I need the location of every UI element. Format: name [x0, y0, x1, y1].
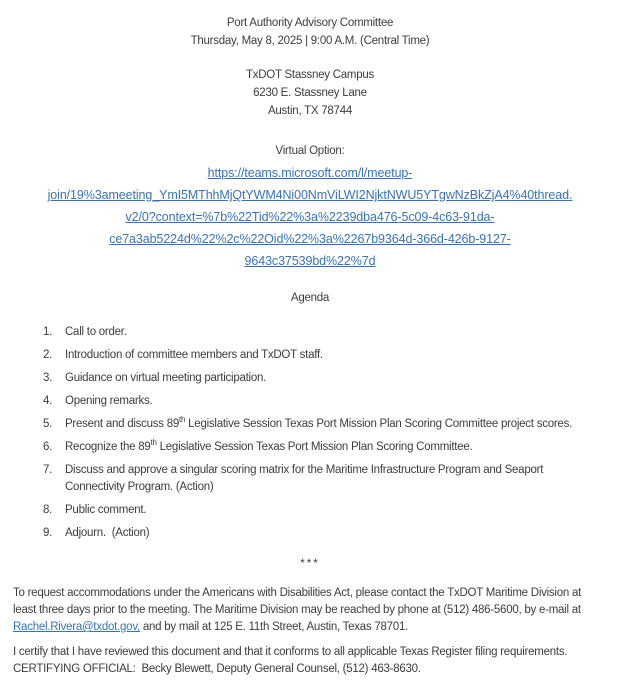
ada-notice-text-before: To request accommodations under the Americans with Disabilities Act, please contact the TxDOT Maritime Division at least three days prior to the meeting. The Maritime Division may be reached by phone at (512) 486-5600, by e-mail at	[13, 587, 585, 616]
agenda-item-number: 4.	[43, 395, 53, 407]
agenda-item	[43, 416, 601, 433]
agenda-item-text: Call to order.	[65, 326, 127, 338]
teams-link-line-2[interactable]: join/19%3ameeting_YmI5MThhMjQtYWM4Ni00NmViLWI2NjktNWU5YTgwNzBkZjA4%40thread.	[47, 188, 573, 202]
meeting-datetime: Thursday, May 8, 2025 | 9:00 A.M. (Central Time)	[190, 35, 430, 47]
agenda-item	[43, 439, 601, 456]
agenda-item-text: Present and discuss 89th Legislative Session Texas Port Mission Plan Scoring Committee project scores.	[65, 415, 573, 430]
venue-street: 6230 E. Stassney Lane	[253, 87, 367, 99]
agenda-item-text: Discuss and approve a singular scoring matrix for the Maritime Infrastructure Program and Seaport Connectivity Program. (Action)	[65, 464, 547, 493]
agenda-item-text: Recognize the 89th Legislative Session Texas Port Mission Plan Scoring Committee.	[65, 438, 473, 453]
teams-link-line-4[interactable]: ce7a3ab5224d%22%2c%22Oid%22%3a%2267b9364d-366d-426b-9127-	[109, 232, 511, 246]
agenda-item	[43, 324, 601, 341]
virtual-option-block	[13, 142, 607, 272]
separator-asterisks: ***	[300, 558, 320, 570]
agenda-item-number: 7.	[43, 464, 53, 476]
agenda-item-text: Guidance on virtual meeting participation.	[65, 372, 267, 384]
venue-city-state-zip: Austin, TX 78744	[267, 105, 352, 117]
teams-link-line-3[interactable]: v2/0?context=%7b%22Tid%22%3a%2239dba476-5c09-4c63-91da-	[125, 210, 495, 224]
venue-block	[13, 66, 607, 120]
agenda-item-number: 2.	[43, 349, 53, 361]
agenda-item-number: 6.	[43, 441, 53, 453]
agenda-item	[43, 370, 601, 387]
agenda-list	[13, 324, 607, 542]
agenda-item	[43, 393, 601, 410]
agenda-item	[43, 502, 601, 519]
agenda-item-number: 3.	[43, 372, 53, 384]
agenda-item-number: 9.	[43, 527, 53, 539]
agenda-item-text: Adjourn. (Action)	[65, 527, 150, 539]
teams-link-line-5[interactable]: 9643c37539bd%22%7d	[244, 254, 376, 268]
agenda-item-text: Introduction of committee members and TxDOT staff.	[65, 349, 323, 361]
agenda-item-text: Public comment.	[65, 504, 147, 516]
agenda-item-number: 8.	[43, 504, 53, 516]
teams-link-line-1[interactable]: https://teams.microsoft.com/l/meetup-	[207, 166, 413, 180]
agenda-item-number: 1.	[43, 326, 53, 338]
agenda-item	[43, 462, 601, 496]
agenda-heading: Agenda	[290, 292, 330, 304]
teams-meeting-link[interactable]	[13, 162, 607, 272]
agenda-item-number: 5.	[43, 418, 53, 430]
ada-notice	[13, 585, 607, 636]
virtual-option-label: Virtual Option:	[275, 145, 345, 157]
document-header	[13, 14, 607, 50]
certification-block	[13, 644, 607, 678]
ada-notice-text-after: and by mail at 125 E. 11th Street, Austin, Texas 78701.	[139, 621, 409, 633]
page-title: Port Authority Advisory Committee	[226, 17, 394, 29]
venue-name: TxDOT Stassney Campus	[245, 69, 375, 81]
email-link[interactable]: Rachel.Rivera@txdot.gov,	[13, 621, 140, 633]
certification-statement: I certify that I have reviewed this document and that it conforms to all applicable Texas Register filing requirements.	[13, 646, 568, 658]
agenda-item	[43, 525, 601, 542]
certifying-official: CERTIFYING OFFICIAL: Becky Blewett, Deputy General Counsel, (512) 463-8630.	[13, 663, 421, 675]
agenda-item	[43, 347, 601, 364]
agenda-item-text: Opening remarks.	[65, 395, 153, 407]
